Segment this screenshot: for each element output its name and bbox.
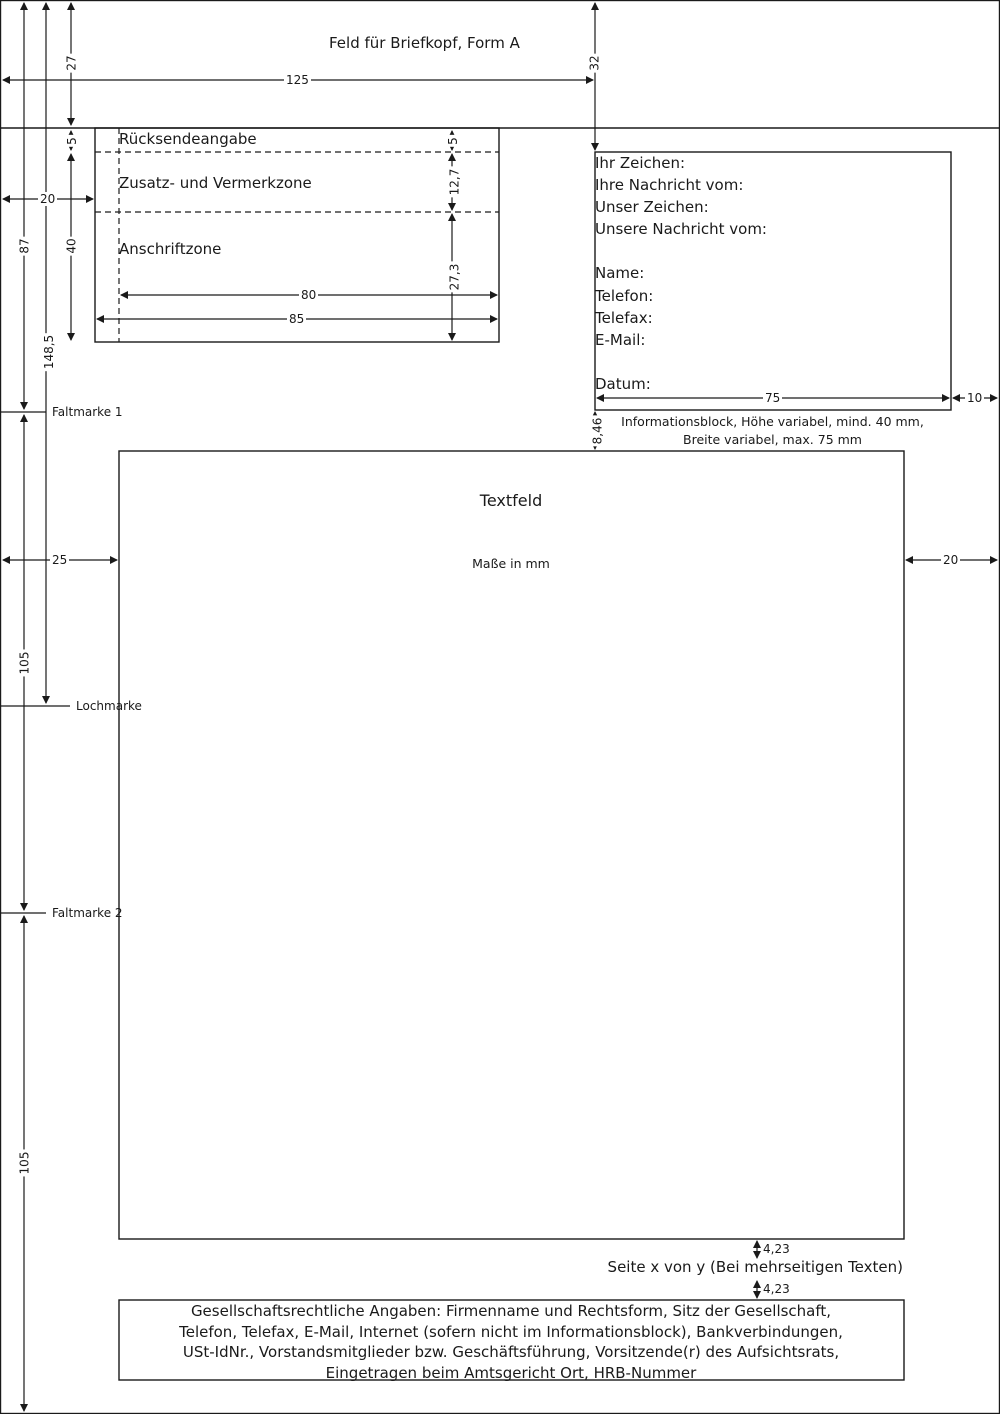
address-zone-label: Anschriftzone: [119, 240, 222, 258]
info-field-our-message-date: Unsere Nachricht vom:: [595, 220, 767, 238]
dim-label-address-inner-width: 80: [301, 288, 317, 302]
remark-zone-label: Zusatz- und Vermerkzone: [119, 174, 312, 192]
dim-label-info-right-margin: 10: [967, 391, 983, 405]
text-field-title: Textfeld: [479, 491, 543, 510]
fold-mark-2-label: Faltmarke 2: [52, 906, 123, 920]
dim-label-remark-height: 12,7: [447, 168, 462, 196]
info-field-phone: Telefon:: [595, 287, 654, 305]
info-block-caption: [600, 413, 945, 449]
header-field-label: Feld für Briefkopf, Form A: [329, 34, 520, 52]
info-caption-line-2: Breite variabel, max. 75 mm: [683, 432, 862, 447]
dim-label-hole-pos: 148,5: [42, 334, 57, 370]
dim-label-address-outer-width: 85: [289, 312, 305, 326]
dim-label-header-height: 27: [64, 55, 79, 71]
footer-line-3: USt-IdNr., Vorstandsmitglieder bzw. Geschäftsführung, Vorsitzende(r) des Aufsichtsrats,: [182, 1343, 840, 1361]
address-window-box: [95, 128, 499, 342]
dim-label-return-height: 5: [64, 137, 79, 145]
return-address-label: Rücksendeangabe: [119, 130, 257, 148]
info-field-our-reference: Unser Zeichen:: [595, 198, 709, 216]
info-field-email: E-Mail:: [595, 331, 646, 349]
dim-label-text-left-margin: 25: [52, 553, 68, 567]
dim-label-address-height: 40: [64, 238, 79, 254]
info-field-name: Name:: [595, 264, 645, 282]
dim-label-fold1-pos: 87: [17, 238, 32, 254]
footer-line-2: Telefon, Telefax, E-Mail, Internet (sofern nicht im Informationsblock), Bankverbindungen,: [179, 1322, 843, 1341]
dim-label-fold1-fold2: 105: [17, 651, 32, 675]
dim-label-gap-above-page-number: 4,23: [763, 1242, 790, 1256]
footer-legal-info: [120, 1301, 902, 1383]
dim-label-address-zone-height: 27,3: [447, 263, 462, 291]
info-field-fax: Telefax:: [595, 309, 653, 327]
fold-mark-1-label: Faltmarke 1: [52, 405, 123, 419]
dim-label-info-width: 75: [765, 391, 781, 405]
units-note: Maße in mm: [472, 556, 550, 571]
dim-label-info-top: 32: [587, 55, 602, 71]
dim-label-info-gap: 8,46: [590, 417, 605, 445]
dim-label-return-height-right: 5: [445, 137, 460, 145]
info-field-your-message-date: Ihre Nachricht vom:: [595, 176, 744, 194]
info-field-your-reference: Ihr Zeichen:: [595, 154, 686, 172]
footer-line-4: Eingetragen beim Amtsgericht Ort, HRB-Nummer: [325, 1363, 697, 1382]
hole-mark-label: Lochmarke: [76, 699, 142, 713]
info-caption-line-1: Informationsblock, Höhe variabel, mind. 40 mm,: [621, 414, 924, 429]
dim-label-left-margin-address: 20: [40, 192, 56, 206]
dim-label-text-right-margin: 20: [943, 553, 959, 567]
dim-label-fold2-bottom: 105: [17, 1151, 32, 1175]
footer-line-1: Gesellschaftsrechtliche Angaben: Firmenname und Rechtsform, Sitz der Gesellschaft,: [190, 1302, 832, 1320]
dim-label-header-width: 125: [286, 73, 309, 87]
dim-label-gap-below-page-number: 4,23: [763, 1282, 790, 1296]
info-field-date: Datum:: [595, 375, 651, 393]
page-number-label: Seite x von y (Bei mehrseitigen Texten): [607, 1258, 903, 1276]
